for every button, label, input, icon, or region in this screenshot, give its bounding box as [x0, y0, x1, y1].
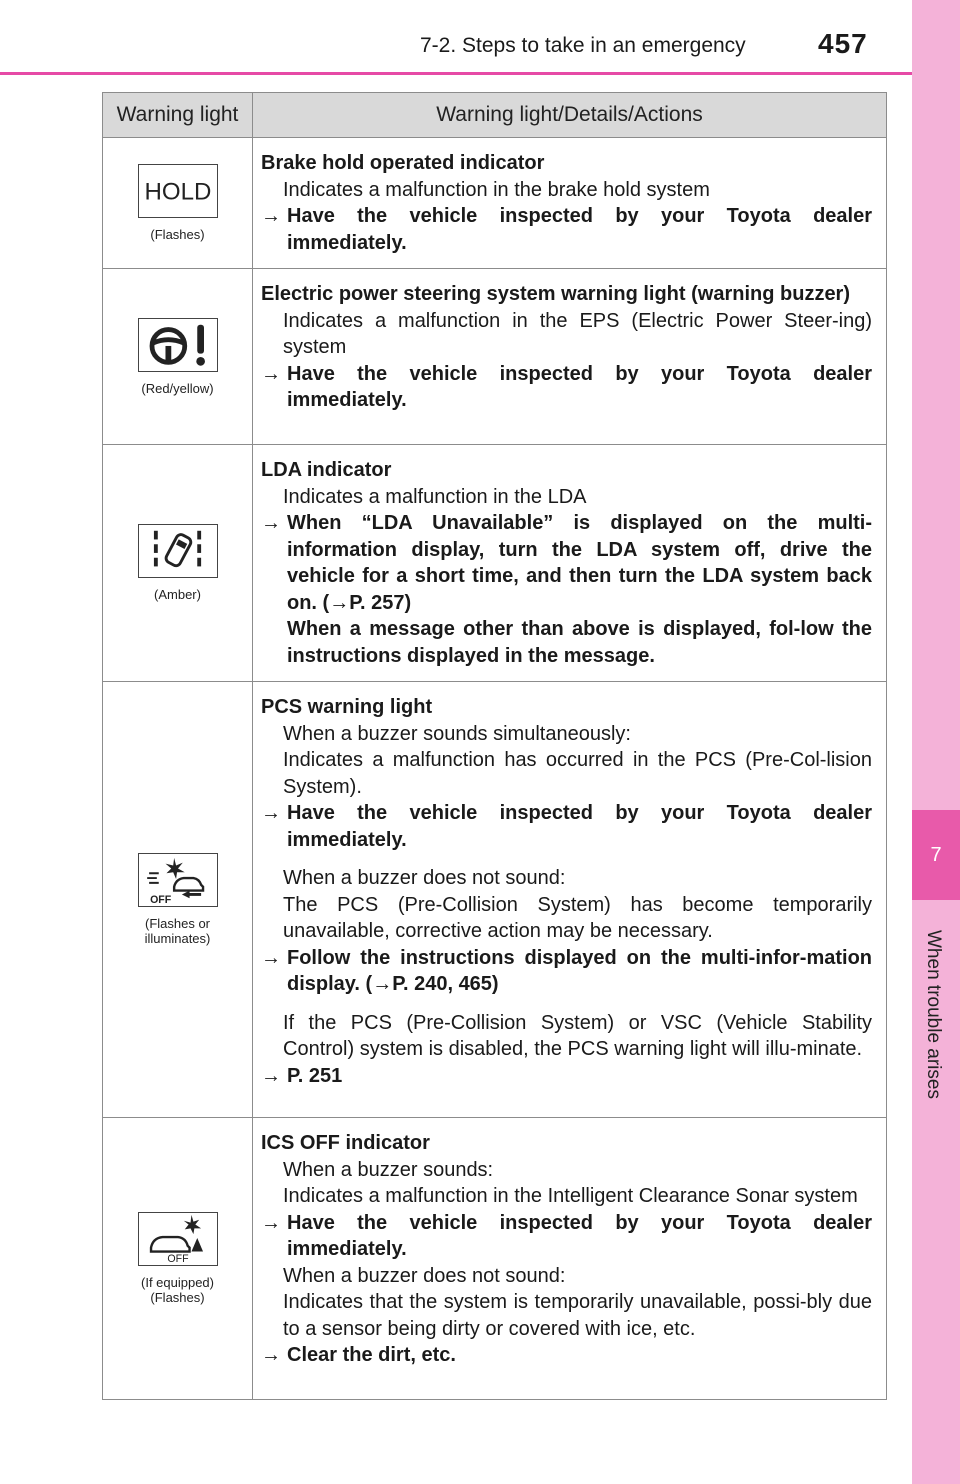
table-row — [103, 138, 887, 269]
table-row — [103, 269, 887, 445]
description-text: Indicates a malfunction in the Intelligent Clearance Sonar system — [283, 1185, 858, 1207]
description-cell — [253, 1118, 887, 1400]
lda-icon — [138, 524, 218, 578]
condition-text: When a buzzer does not sound: — [283, 867, 566, 889]
action-text-secondary: When a message other than above is displayed, fol-low the instructions displayed in the message. — [287, 618, 872, 667]
table-row — [103, 682, 887, 1118]
chapter-number: 7 — [912, 810, 960, 900]
action-item — [261, 945, 872, 998]
header-rule — [0, 72, 912, 75]
action-item — [261, 1210, 872, 1263]
condition-text: When a buzzer does not sound: — [283, 1264, 566, 1287]
description-cell — [253, 445, 887, 682]
light-description — [261, 1157, 872, 1210]
table-header-row — [103, 93, 887, 138]
action-item — [261, 361, 872, 414]
icon-caption: (Amber) — [154, 587, 201, 602]
table-row — [103, 1118, 887, 1400]
arrow-icon: → — [261, 512, 281, 534]
arrow-icon: → — [261, 802, 281, 824]
arrow-icon: → — [261, 1064, 281, 1087]
light-description — [261, 721, 872, 801]
light-description: Indicates a malfunction in the EPS (Electric Power Steer-ing) system — [283, 309, 872, 358]
warning-light-table — [102, 92, 887, 1400]
light-description: Indicates a malfunction in the LDA — [283, 485, 587, 508]
action-text: Have the vehicle inspected by your Toyota dealer immediately. — [287, 1211, 872, 1260]
icon-caption-line: illuminates) — [144, 931, 211, 946]
description-cell — [253, 269, 887, 445]
action-item — [261, 203, 872, 256]
action-text: P. 251 — [287, 1064, 343, 1087]
light-title: Brake hold operated indicator — [261, 152, 545, 174]
action-item — [261, 800, 872, 853]
action-text: Follow the instructions displayed on the multi-infor-mation display. (→P. 240, 465) — [287, 946, 872, 995]
page-number: 457 — [818, 28, 868, 59]
condition-text: When a buzzer sounds simultaneously: — [283, 722, 631, 745]
chapter-title: When trouble arises — [923, 930, 944, 1099]
action-text: Have the vehicle inspected by your Toyota dealer immediately. — [287, 205, 872, 254]
svg-text:OFF: OFF — [149, 894, 171, 906]
icon-cell — [103, 445, 253, 682]
arrow-icon: → — [261, 205, 281, 227]
action-text: Clear the dirt, etc. — [287, 1344, 456, 1366]
action-text: Have the vehicle inspected by your Toyota dealer immediately. — [287, 802, 872, 851]
light-description: If the PCS (Pre-Collision System) or VSC (Vehicle Stability Control) system is disabled, the PCS warning light will illu-minate. — [283, 1011, 872, 1060]
svg-text:HOLD: HOLD — [144, 178, 211, 206]
arrow-icon: → — [261, 362, 281, 385]
light-title: LDA indicator — [261, 459, 392, 481]
column-header-details: Warning light/Details/Actions — [253, 93, 887, 138]
action-item — [261, 1063, 872, 1090]
action-text-primary: When “LDA Unavailable” is displayed on the multi-information display, turn the LDA system off, drive the vehicle for a short time, and then turn the LDA system back on. (→P. 257) — [287, 512, 872, 614]
light-description: Indicates a malfunction in the brake hold system — [283, 178, 710, 201]
light-title: Electric power steering system warning light (warning buzzer) — [261, 283, 851, 305]
section-title: 7-2. Steps to take in an emergency — [420, 34, 746, 57]
icon-cell — [103, 682, 253, 1118]
light-description — [261, 865, 872, 945]
chapter-side-tab — [912, 0, 960, 1484]
icon-caption: (Flashes) — [150, 227, 205, 242]
icon-caption-line: (Flashes) — [150, 1290, 205, 1305]
table-row — [103, 445, 887, 682]
condition-text: When a buzzer sounds: — [283, 1158, 494, 1181]
action-text: Have the vehicle inspected by your Toyota dealer immediately. — [287, 362, 872, 411]
light-title: ICS OFF indicator — [261, 1132, 430, 1154]
arrow-icon: → — [261, 1211, 281, 1234]
action-item — [261, 510, 872, 669]
column-header-warning-light: Warning light — [103, 93, 253, 138]
light-description — [261, 1263, 872, 1343]
icon-cell — [103, 269, 253, 445]
icon-cell — [103, 138, 253, 269]
hold-icon — [138, 164, 218, 218]
icon-caption-line: (Flashes or — [144, 916, 211, 931]
icon-cell — [103, 1118, 253, 1400]
icon-caption: (Red/yellow) — [141, 380, 214, 396]
description-text: Indicates that the system is temporarily unavailable, possi-bly due to a sensor being dirty or covered with ice, etc. — [283, 1291, 872, 1340]
ics-off-icon — [138, 1212, 218, 1266]
pcs-off-icon — [138, 853, 218, 907]
description-cell — [253, 138, 887, 269]
action-text — [287, 510, 872, 669]
svg-text:OFF: OFF — [166, 1253, 189, 1265]
description-text: Indicates a malfunction has occurred in the PCS (Pre-Col-lision System). — [283, 749, 872, 798]
icon-caption — [104, 1275, 251, 1305]
action-item — [261, 1342, 872, 1369]
steering-warning-icon — [138, 318, 218, 372]
icon-caption — [104, 916, 251, 946]
description-cell — [253, 682, 887, 1118]
arrow-icon: → — [261, 1344, 281, 1366]
light-title: PCS warning light — [261, 696, 433, 718]
description-text: The PCS (Pre-Collision System) has become temporarily unavailable, corrective action may be necessary. — [283, 893, 872, 942]
icon-caption-line: (If equipped) — [141, 1275, 214, 1290]
arrow-icon: → — [261, 946, 281, 969]
